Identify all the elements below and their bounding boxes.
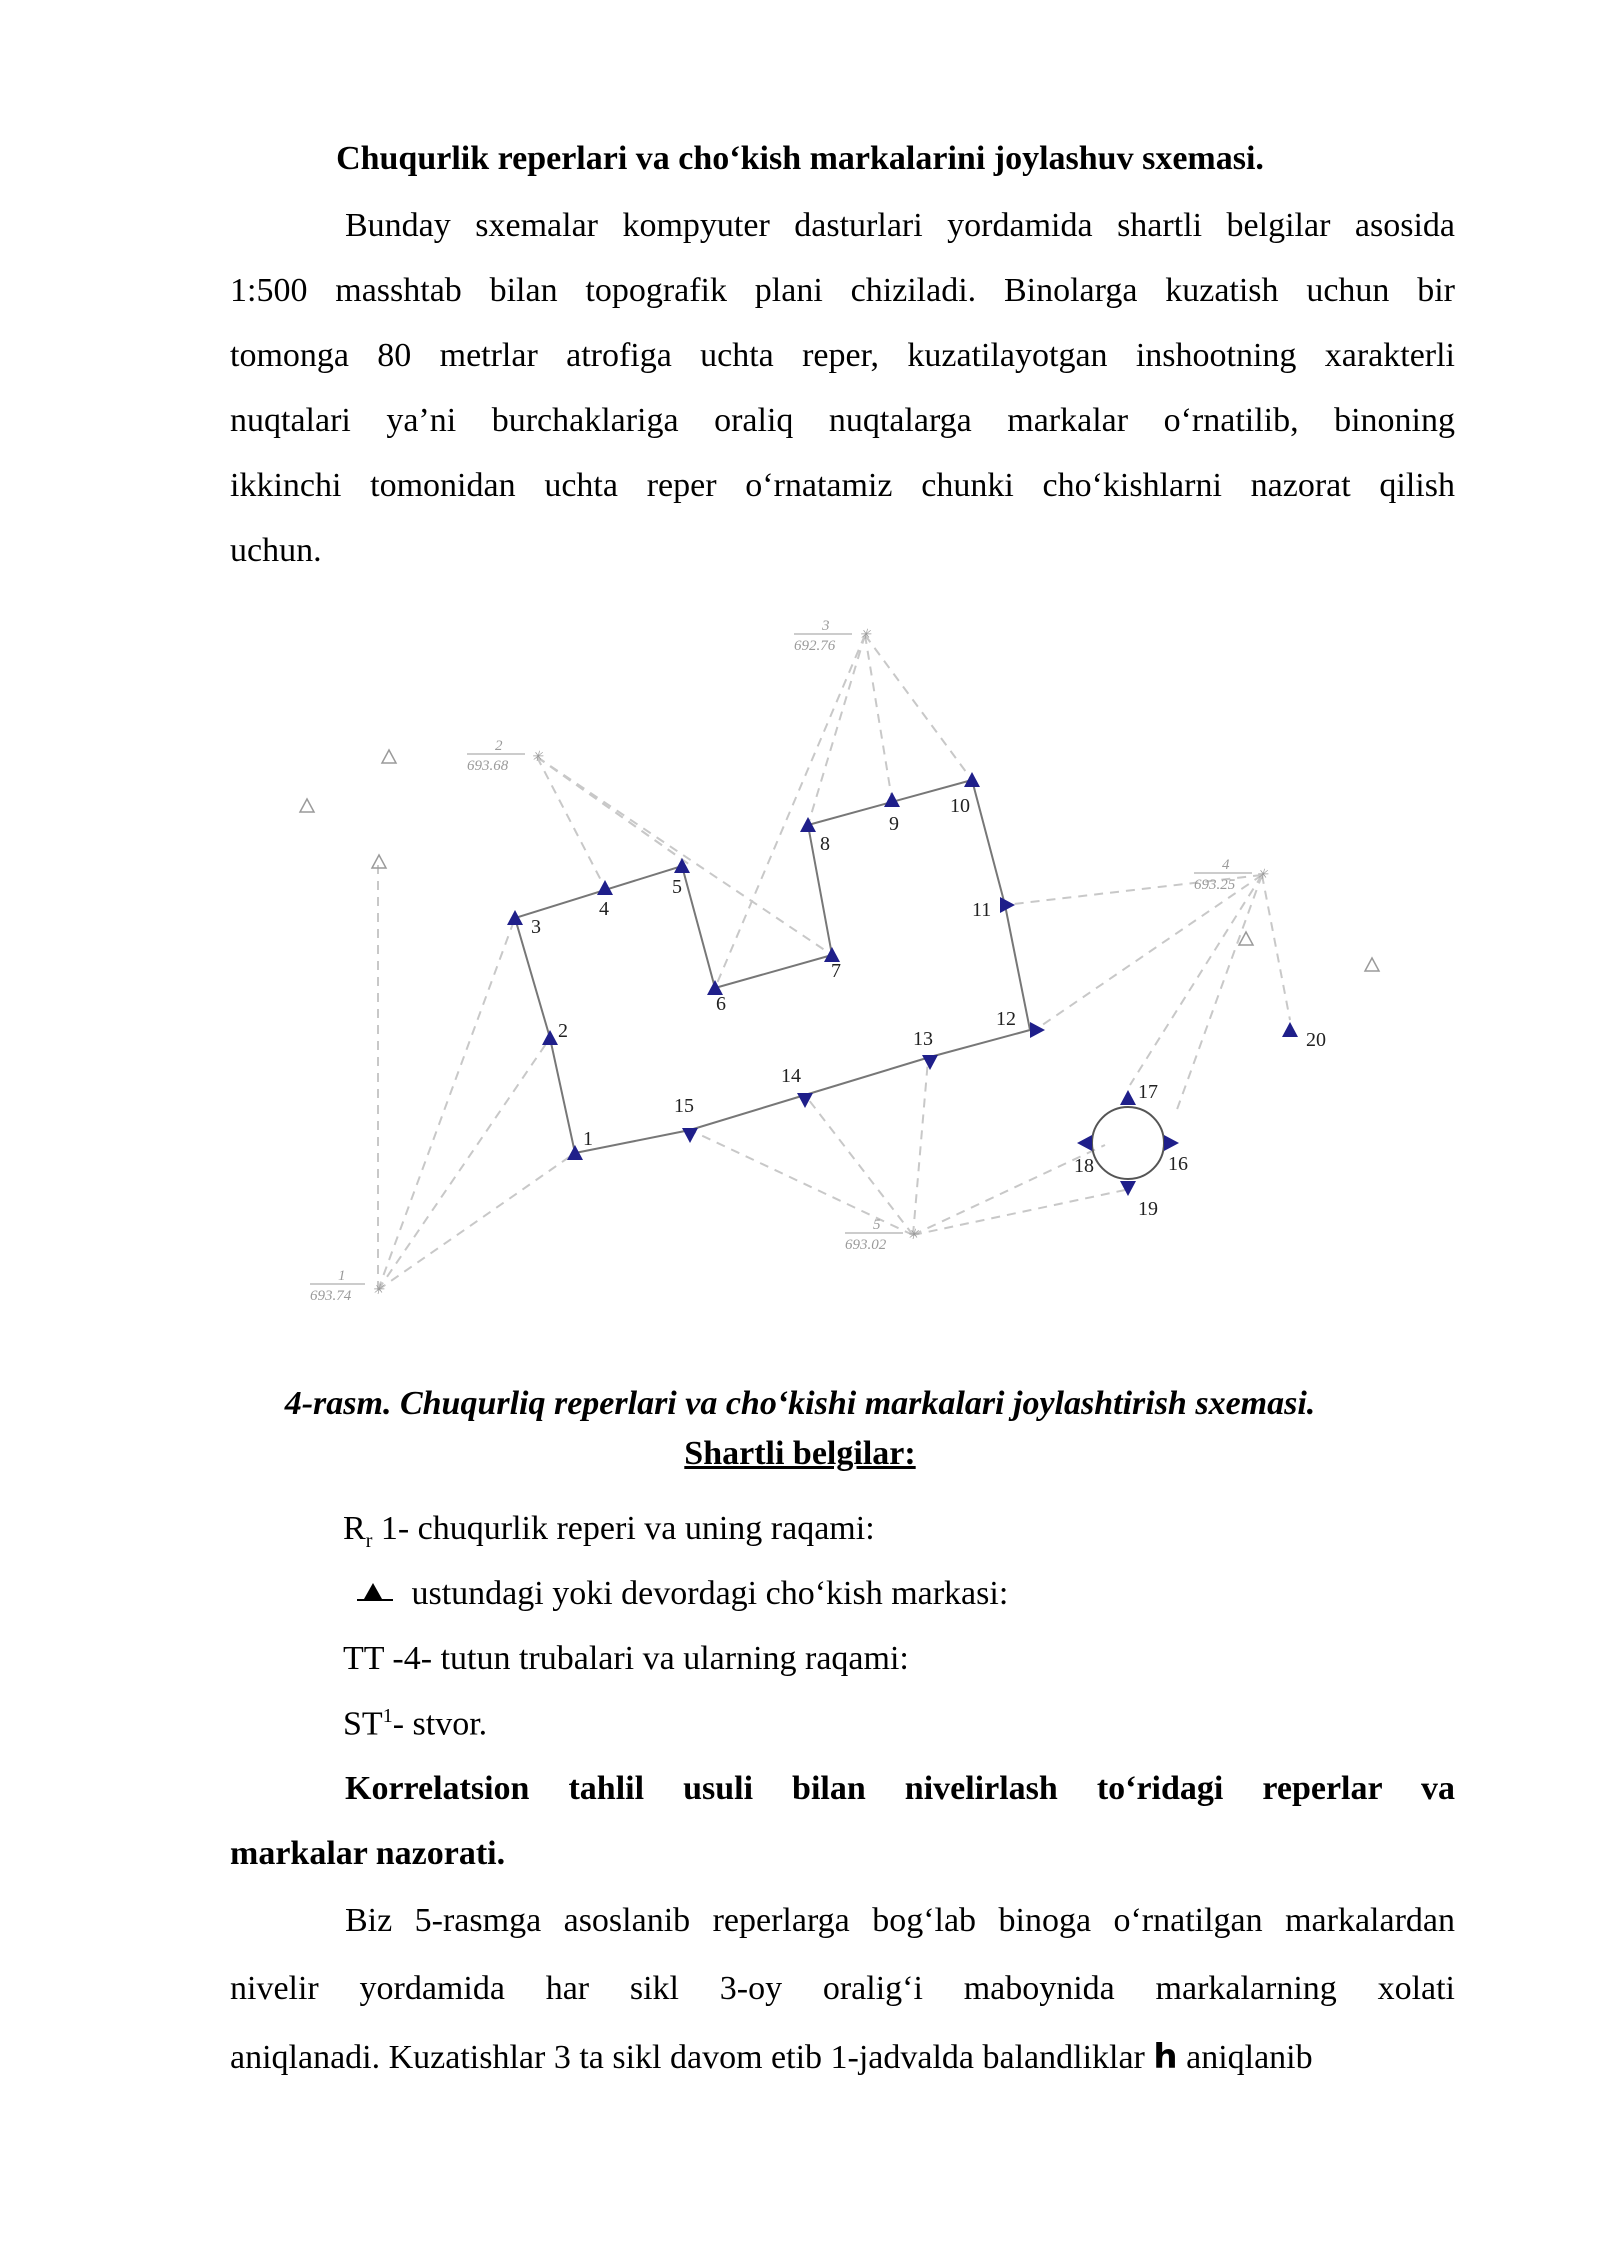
- mark-label: 20: [1306, 1029, 1326, 1051]
- legend-item-benchmark: $R_r$ 1- chuqurlik reperi va uning raqami:: [343, 1510, 875, 1552]
- intro-line-6: uchun.: [230, 532, 322, 569]
- mark-12-icon: [1030, 1022, 1045, 1038]
- mark-10-icon: [964, 772, 980, 787]
- chimney-outline: [1092, 1107, 1164, 1179]
- mark-label: 15: [674, 1095, 694, 1117]
- mark-20-icon: [1282, 1022, 1298, 1037]
- mark-label: 4: [599, 898, 609, 920]
- mark-label: 10: [950, 795, 970, 817]
- mark-label: 18: [1074, 1155, 1094, 1177]
- benchmark-layout-diagram: [280, 610, 1420, 1330]
- intro-line-3: tomonga 80 metrlar atrofiga uchta reper, kuzatilayotgan inshootning xarakterli: [230, 337, 1455, 374]
- mark-16-icon: [1164, 1135, 1179, 1151]
- mark-3-icon: [507, 910, 523, 925]
- section-title-line-1: Korrelatsion tahlil usuli bilan nivelirlash to‘ridagi reperlar va: [345, 1770, 1455, 1807]
- body-line-1: Biz 5-rasmga asoslanib reperlarga bog‘lab binoga o‘rnatilgan markalardan: [345, 1902, 1455, 1939]
- body-line-3: aniqlanadi. Kuzatishlar 3 ta sikl davom etib 1-jadvalda balandliklar h aniqlanib: [230, 2037, 1313, 2077]
- mark-label: 1: [583, 1128, 593, 1150]
- mark-19-icon: [1120, 1181, 1136, 1196]
- settlement-mark-icon: [343, 1577, 403, 1607]
- mark-5-icon: [674, 858, 690, 873]
- mark-15-icon: [682, 1128, 698, 1143]
- benchmarks: [310, 618, 1269, 1304]
- benchmark-number: 2: [495, 738, 503, 754]
- benchmark-elevation: 693.25: [1194, 877, 1236, 893]
- mark-2-icon: [542, 1030, 558, 1045]
- intro-line-4: nuqtalari ya’ni burchaklariga oraliq nuqtalarga markalar o‘rnatilib, binoning: [230, 402, 1455, 439]
- survey-point-icon: [1365, 958, 1379, 971]
- building-outline: [515, 780, 1030, 1153]
- mark-label: 2: [558, 1020, 568, 1042]
- mark-label: 12: [996, 1008, 1016, 1030]
- benchmark-4-icon: ✳: [1256, 868, 1268, 883]
- mark-label: 13: [913, 1028, 933, 1050]
- section-title-line-2: markalar nazorati.: [230, 1835, 506, 1872]
- benchmark-2-icon: ✳: [531, 750, 543, 765]
- mark-label: 14: [781, 1065, 801, 1087]
- benchmark-5-icon: ✳: [907, 1228, 919, 1243]
- benchmark-3-icon: ✳: [859, 628, 871, 643]
- legend-title: Shartli belgilar:: [684, 1435, 916, 1472]
- mark-18-icon: [1077, 1135, 1092, 1151]
- mark-labels: [531, 795, 1326, 1220]
- page-heading: Chuqurlik reperlari va cho‘kish markalarini joylashuv sxemasi.: [336, 140, 1264, 177]
- mark-13-icon: [922, 1055, 938, 1070]
- mark-label: 7: [831, 960, 841, 982]
- mark-11-icon: [1000, 897, 1015, 913]
- settlement-marks: [507, 772, 1298, 1196]
- survey-point-icon: [1239, 932, 1253, 945]
- mark-label: 17: [1138, 1081, 1158, 1103]
- survey-point-icon: [382, 750, 396, 763]
- height-symbol: h: [1153, 2037, 1178, 2077]
- legend-item-stvor: $ST^1-$ stvor.: [343, 1705, 488, 1743]
- survey-point-icons: [300, 750, 1379, 971]
- mark-17-icon: [1120, 1090, 1136, 1105]
- benchmark-number: 3: [822, 618, 830, 634]
- figure-caption: 4-rasm. Chuqurliq reperlari va cho‘kishi markalari joylashtirish sxemasi.: [284, 1385, 1316, 1422]
- benchmark-elevation: 693.02: [845, 1237, 887, 1253]
- benchmark-elevation: 693.74: [310, 1288, 352, 1304]
- intro-line-1: Bunday sxemalar kompyuter dasturlari yordamida shartli belgilar asosida: [345, 207, 1455, 244]
- intro-line-5: ikkinchi tomonidan uchta reper o‘rnatamiz chunki cho‘kishlarni nazorat qilish: [230, 467, 1455, 504]
- benchmark-elevation: 692.76: [794, 638, 836, 654]
- mark-label: 6: [716, 993, 726, 1015]
- mark-label: 19: [1138, 1198, 1158, 1220]
- legend-item-mark: ustundagi yoki devordagi cho‘kish markasi:: [343, 1575, 1008, 1613]
- benchmark-number: 1: [338, 1268, 346, 1284]
- mark-label: 9: [889, 813, 899, 835]
- benchmark-number: 4: [1222, 857, 1230, 873]
- benchmark-1-icon: ✳: [372, 1283, 384, 1298]
- survey-point-icon: [300, 799, 314, 812]
- mark-14-icon: [797, 1093, 813, 1108]
- mark-label: 5: [672, 876, 682, 898]
- body-line-2: nivelir yordamida har sikl 3-oy oralig‘i maboynida markalarning xolati: [230, 1970, 1455, 2007]
- mark-label: 3: [531, 916, 541, 938]
- legend-item-chimney: TT -4- tutun trubalari va ularning raqami:: [343, 1640, 909, 1677]
- benchmark-elevation: 693.68: [467, 758, 509, 774]
- benchmark-number: 5: [873, 1217, 881, 1233]
- mark-label: 8: [820, 833, 830, 855]
- mark-label: 11: [972, 899, 992, 921]
- mark-label: 16: [1168, 1153, 1188, 1175]
- intro-line-2: 1:500 masshtab bilan topografik plani chiziladi. Binolarga kuzatish uchun bir: [230, 272, 1455, 309]
